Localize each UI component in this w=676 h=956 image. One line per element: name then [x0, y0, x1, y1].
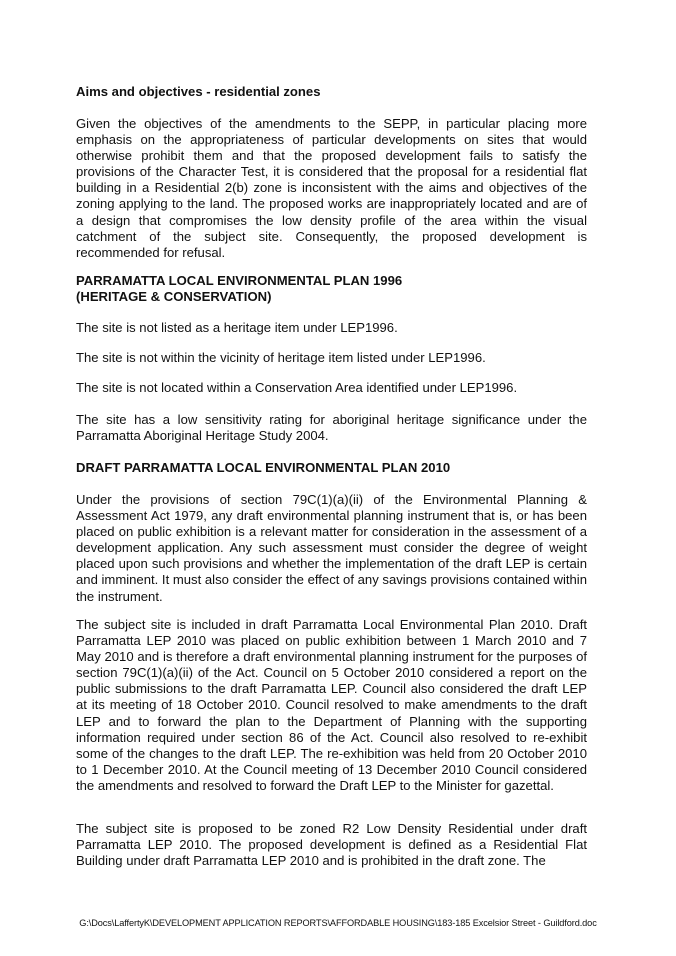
draft-lep2010-paragraph-3: The subject site is proposed to be zoned R2 Low Density Residential under draft Parramatta LEP 2010. The proposed development is defined as a Residential Flat Building under draft Parramatta LEP 2010 and is prohibited in the draft zone. The — [76, 821, 587, 869]
lep1996-heading-line1: PARRAMATTA LOCAL ENVIRONMENTAL PLAN 1996 — [76, 273, 403, 288]
lep1996-heading-line2: (HERITAGE & CONSERVATION) — [76, 289, 272, 305]
lep1996-paragraph-1: The site is not listed as a heritage item under LEP1996. — [76, 320, 398, 335]
lep1996-paragraph-4: The site has a low sensitivity rating for aboriginal heritage significance under the Parramatta Aboriginal Heritage Study 2004. — [76, 412, 587, 444]
aims-paragraph: Given the objectives of the amendments to the SEPP, in particular placing more emphasis on the appropriateness of particular developments on sites that would otherwise prohibit them and that the proposed development fails to satisfy the provisions of the Character Test, it is considered that the proposal for a residential flat building in a Residential 2(b) zone is inconsistent with the aims and objectives of the zoning applying to the land. The proposed works are inappropriately located and are of a design that compromises the low density profile of the area within the visual catchment of the subject site. Consequently, the proposed development is recommended for refusal. — [76, 116, 587, 260]
lep1996-paragraph-2: The site is not within the vicinity of heritage item listed under LEP1996. — [76, 350, 486, 365]
aims-heading: Aims and objectives - residential zones — [76, 84, 321, 99]
draft-lep2010-paragraph-1: Under the provisions of section 79C(1)(a)(ii) of the Environmental Planning & Assessment Act 1979, any draft environmental planning instrument that is, or has been placed on public exhibition is a relevant matter for consideration in the assessment of a development application. Any such assessment must consider the degree of weight placed upon such provisions and whether the implementation of the draft LEP is certain and imminent. It must also consider the effect of any savings provisions contained within the instrument. — [76, 492, 587, 604]
draft-lep2010-heading: DRAFT PARRAMATTA LOCAL ENVIRONMENTAL PLAN 2010 — [76, 460, 451, 475]
lep1996-heading — [76, 273, 587, 305]
lep1996-paragraph-3: The site is not located within a Conservation Area identified under LEP1996. — [76, 380, 518, 395]
draft-lep2010-paragraph-2: The subject site is included in draft Parramatta Local Environmental Plan 2010. Draft Parramatta LEP 2010 was placed on public exhibition between 1 March 2010 and 7 May 2010 and is therefore a draft environmental planning instrument for the purposes of section 79C(1)(a)(ii) of the Act. Council on 5 October 2010 considered a report on the public submissions to the draft Parramatta LEP. Council also considered the draft LEP at its meeting of 18 October 2010. Council resolved to make amendments to the draft LEP and to forward the plan to the Department of Planning with the supporting information required under section 86 of the Act. Council also resolved to re-exhibit some of the changes to the draft LEP. The re-exhibition was held from 20 October 2010 to 1 December 2010. At the Council meeting of 13 December 2010 Council considered the amendments and resolved to forward the Draft LEP to the Minister for gazettal. — [76, 617, 587, 793]
document-footer-path: G:\Docs\LaffertyK\DEVELOPMENT APPLICATION REPORTS\AFFORDABLE HOUSING\183-185 Excelsior Street - Guildford.doc — [79, 918, 597, 928]
